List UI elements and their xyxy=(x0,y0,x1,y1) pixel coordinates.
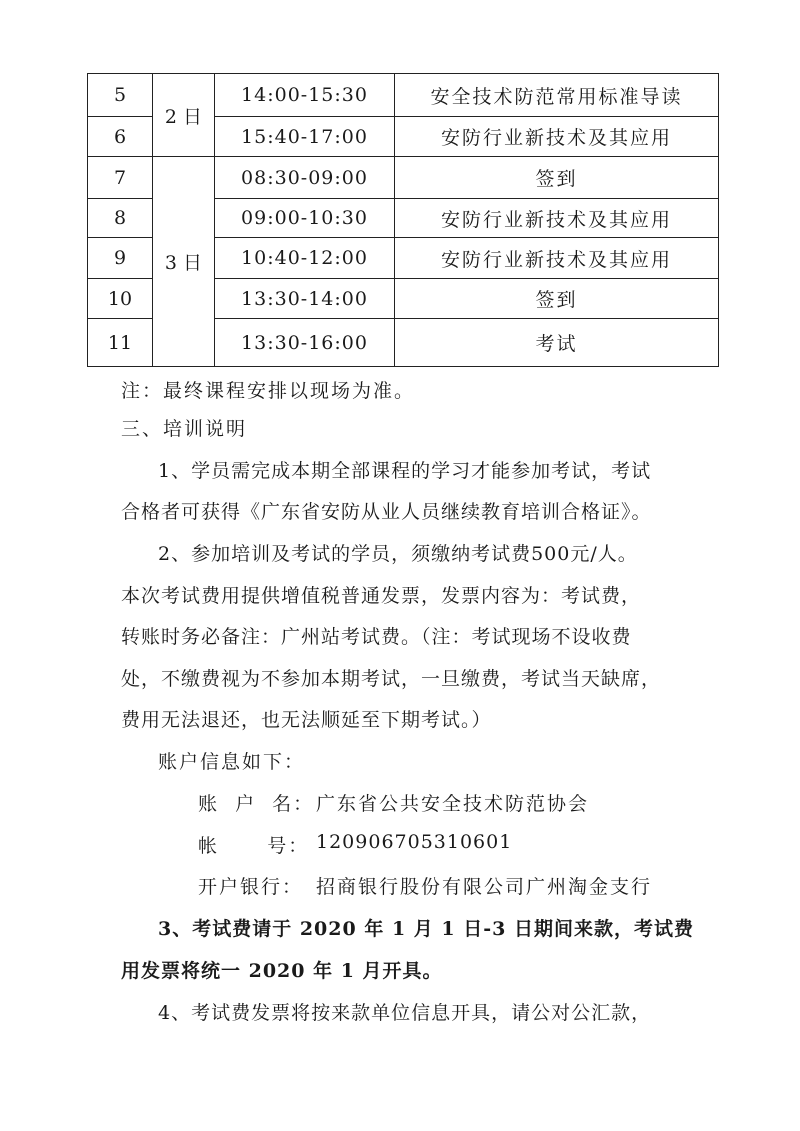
paragraph-2-line-2: 本次考试费用提供增值税普通发票，发票内容为：考试费， xyxy=(121,585,642,607)
time-cell: 10:40-12:00 xyxy=(215,238,395,279)
course-cell: 安全技术防范常用标准导读 xyxy=(395,74,719,117)
paragraph-4-line-1: 4、考试费发票将按来款单位信息开具，请公对公汇款， xyxy=(158,1002,652,1024)
account-intro: 账户信息如下： xyxy=(158,751,306,773)
row-number: 5 xyxy=(88,74,153,117)
day-cell: 2 日 xyxy=(153,74,215,157)
bank-value: 招商银行股份有限公司广州淘金支行 xyxy=(316,876,653,898)
time-cell: 14:00-15:30 xyxy=(215,74,395,117)
course-cell: 安防行业新技术及其应用 xyxy=(395,117,719,157)
paragraph-2-line-5: 费用无法退还，也无法顺延至下期考试。） xyxy=(121,709,492,731)
table-row xyxy=(88,74,719,117)
course-cell: 考试 xyxy=(395,319,719,367)
account-number-label: 帐 号： xyxy=(198,835,310,857)
course-cell: 安防行业新技术及其应用 xyxy=(395,199,719,238)
paragraph-2-line-3: 转账时务必备注：广州站考试费。（注：考试现场不设收费 xyxy=(121,626,632,648)
section-title: 三、培训说明 xyxy=(121,418,248,440)
account-name-value: 广东省公共安全技术防范协会 xyxy=(316,793,590,815)
time-cell: 09:00-10:30 xyxy=(215,199,395,238)
course-cell: 签到 xyxy=(395,279,719,319)
row-number: 9 xyxy=(88,238,153,279)
time-cell: 13:30-14:00 xyxy=(215,279,395,319)
schedule-note: 注：最终课程安排以现场为准。 xyxy=(121,380,416,402)
row-number: 10 xyxy=(88,279,153,319)
day-cell: 3 日 xyxy=(153,157,215,367)
paragraph-3-line-1: 3、考试费请于 2020 年 1 月 1 日-3 日期间来款，考试费 xyxy=(158,918,694,940)
time-cell: 13:30-16:00 xyxy=(215,319,395,367)
row-number: 8 xyxy=(88,199,153,238)
course-cell: 签到 xyxy=(395,157,719,199)
paragraph-2-line-4: 处，不缴费视为不参加本期考试，一旦缴费，考试当天缺席， xyxy=(121,668,662,690)
course-cell: 安防行业新技术及其应用 xyxy=(395,238,719,279)
account-name-label: 账 户 名： xyxy=(198,793,315,815)
time-cell: 15:40-17:00 xyxy=(215,117,395,157)
table-row xyxy=(88,157,719,199)
paragraph-1-line-1: 1、学员需完成本期全部课程的学习才能参加考试，考试 xyxy=(158,460,652,482)
paragraph-2-line-1: 2、参加培训及考试的学员，须缴纳考试费500元/人。 xyxy=(158,543,638,565)
paragraph-1-line-2: 合格者可获得《广东省安防从业人员继续教育培训合格证》。 xyxy=(121,501,652,523)
row-number: 6 xyxy=(88,117,153,157)
time-cell: 08:30-09:00 xyxy=(215,157,395,199)
row-number: 7 xyxy=(88,157,153,199)
row-number: 11 xyxy=(88,319,153,367)
bank-label: 开户银行： xyxy=(198,876,304,898)
paragraph-3-line-2: 用发票将统一 2020 年 1 月开具。 xyxy=(121,960,443,982)
account-number-value: 120906705310601 xyxy=(316,831,513,853)
schedule-table xyxy=(87,73,719,367)
